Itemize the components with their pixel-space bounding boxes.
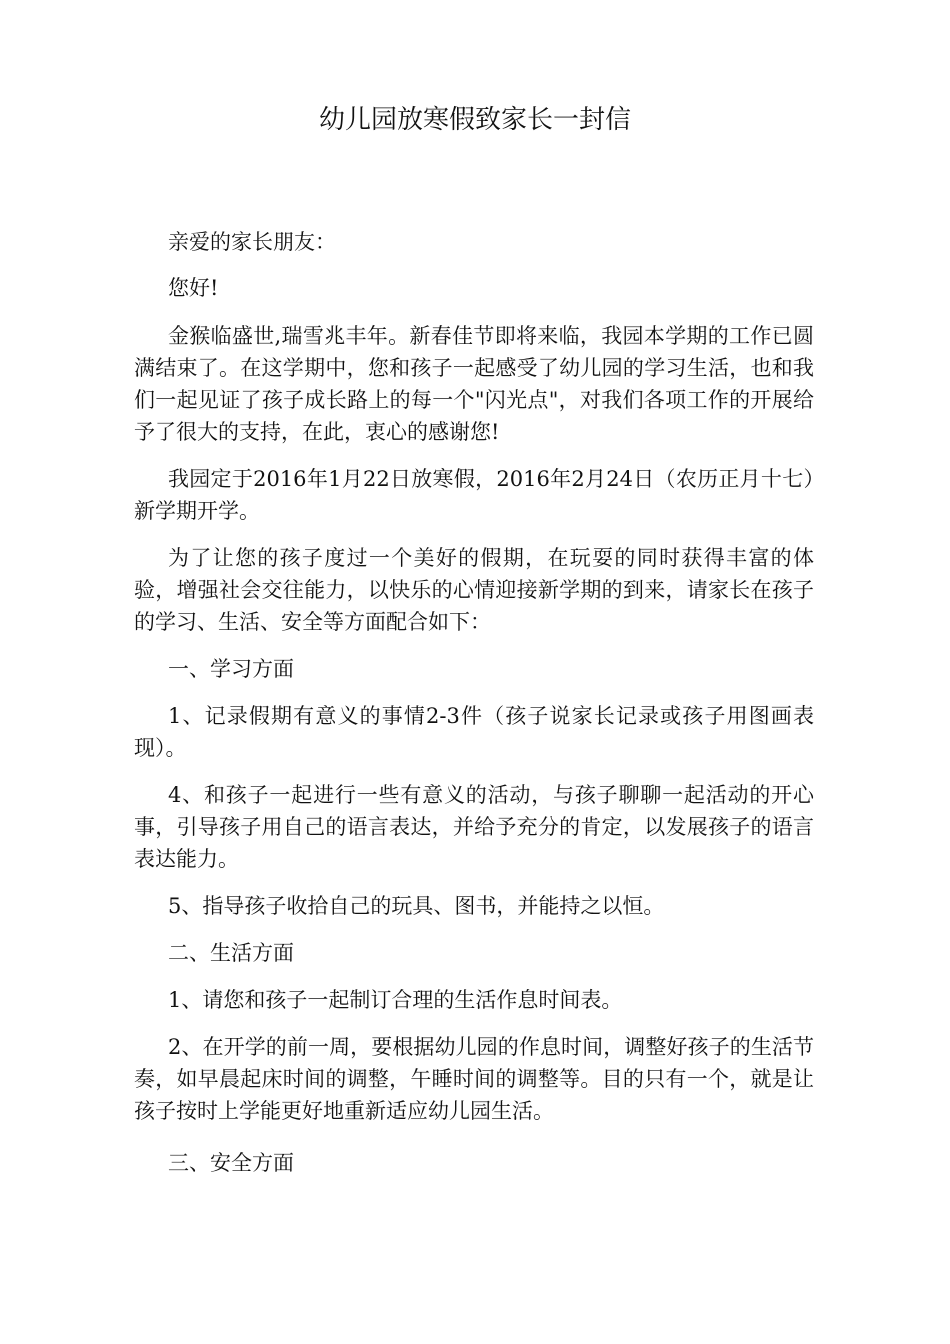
greeting: 您好! (168, 276, 219, 300)
list-item: 2、在开学的前一周，要根据幼儿园的作息时间，调整好孩子的生活节奏，如早晨起床时间的调整，午睡时间的调整等。目的只有一个，就是让孩子按时上学能更好地重新适应幼儿园生活。 (134, 1035, 814, 1123)
section-heading-life: 二、生活方面 (168, 941, 294, 965)
list-item: 5、指导孩子收拾自己的玩具、图书，并能持之以恒。 (168, 894, 665, 918)
section-heading-safety: 三、安全方面 (168, 1151, 294, 1175)
letter-body (134, 226, 814, 1194)
paragraph-intro: 金猴临盛世,瑞雪兆丰年。新春佳节即将来临，我园本学期的工作已圆满结束了。在这学期中，您和孩子一起感受了幼儿园的学习生活，也和我们一起见证了孩子成长路上的每一个"闪光点"，对我们各项工作的开展给予了很大的支持，在此，衷心的感谢您! (134, 324, 814, 444)
paragraph-request: 为了让您的孩子度过一个美好的假期，在玩耍的同时获得丰富的体验，增强社会交往能力，以快乐的心情迎接新学期的到来，请家长在孩子的学习、生活、安全等方面配合如下： (134, 546, 814, 634)
section-heading-study: 一、学习方面 (168, 657, 294, 681)
document-title: 幼儿园放寒假致家长一封信 (318, 105, 631, 135)
paragraph-schedule: 我园定于2016年1月22日放寒假，2016年2月24日（农历正月十七）新学期开学。 (134, 467, 814, 523)
list-item: 4、和孩子一起进行一些有意义的活动，与孩子聊聊一起活动的开心事，引导孩子用自己的语言表达，并给予充分的肯定，以发展孩子的语言表达能力。 (134, 783, 814, 871)
list-item: 1、记录假期有意义的事情2-3件（孩子说家长记录或孩子用图画表现）。 (134, 704, 814, 760)
salutation: 亲爱的家长朋友： (168, 230, 336, 254)
list-item: 1、请您和孩子一起制订合理的生活作息时间表。 (168, 988, 623, 1012)
